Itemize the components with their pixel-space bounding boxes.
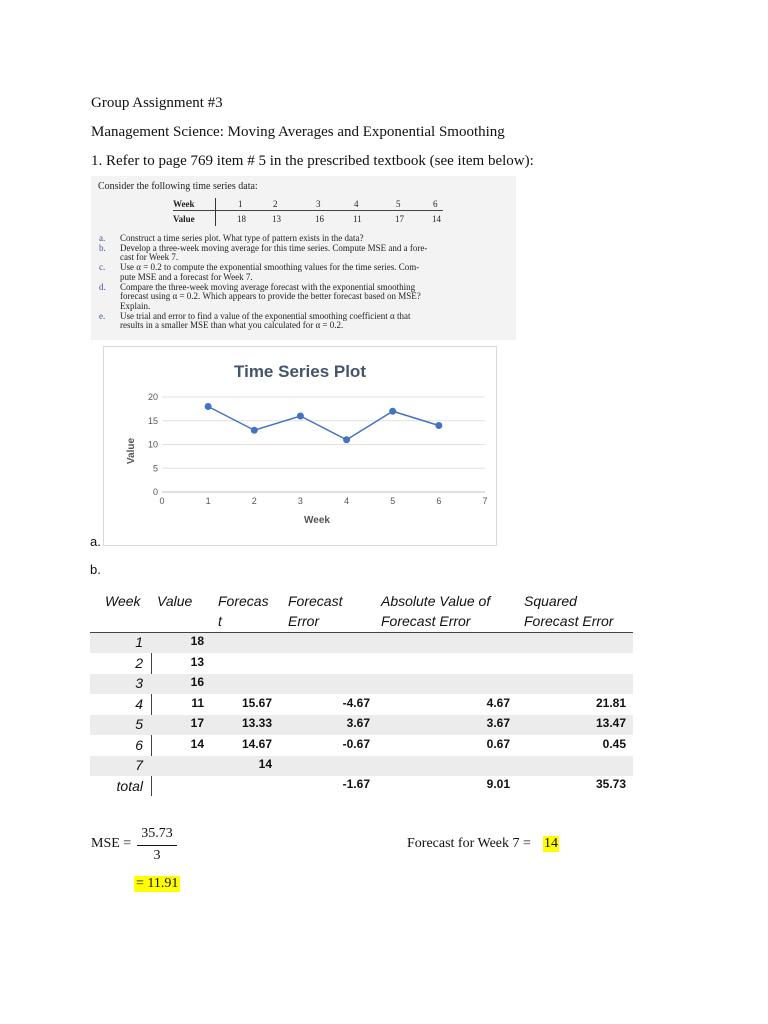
excerpt-item-line: Use α = 0.2 to compute the exponential smoothing values for the time series. Com- xyxy=(120,262,420,273)
table-cell-value: 18 xyxy=(190,634,204,648)
total-error: -1.67 xyxy=(342,777,370,791)
table-cell-error: -4.67 xyxy=(342,695,370,710)
part-b-label: b. xyxy=(90,562,101,577)
excerpt-value-2: 13 xyxy=(272,214,281,224)
question-prompt: 1. Refer to page 769 item # 5 in the prescribed textbook (see item below): xyxy=(91,153,534,169)
table-cell-sq: 21.81 xyxy=(595,695,626,710)
chart-x-tick-label: 7 xyxy=(482,496,488,506)
chart-y-axis-label: Value xyxy=(126,437,137,465)
table-cell-forecast: 14.67 xyxy=(241,736,272,751)
excerpt-week-2: 2 xyxy=(273,199,278,209)
table-row-band xyxy=(90,756,633,776)
excerpt-item-line: forecast using α = 0.2. Which appears to provide the better forecast based on MSE? xyxy=(120,291,421,302)
table-cell-week: 2 xyxy=(135,654,143,671)
table-cell-error: 3.67 xyxy=(346,716,370,730)
textbook-excerpt xyxy=(91,176,516,340)
excerpt-item-line: Use trial and error to find a value of the exponential smoothing coefficient α that xyxy=(120,310,411,321)
excerpt-item-line: results in a smaller MSE than what you calculated for α = 0.2. xyxy=(120,320,344,331)
chart-x-tick-label: 6 xyxy=(436,496,442,506)
table-cell-value: 11 xyxy=(191,695,204,710)
table-cell-week: 3 xyxy=(135,675,143,691)
mse-denominator: 3 xyxy=(153,848,161,863)
col-header-forecast-2: t xyxy=(218,613,222,629)
chart-data-point xyxy=(389,408,396,415)
total-sq: 35.73 xyxy=(595,777,626,791)
col-header-value: Value xyxy=(157,593,193,609)
total-label: total xyxy=(116,778,143,794)
chart-x-tick-label: 2 xyxy=(251,496,257,506)
mse-result: = 11.91 xyxy=(136,876,179,891)
excerpt-week-5: 5 xyxy=(396,199,401,209)
mse-numerator: 35.73 xyxy=(141,826,173,841)
table-cell-value: 14 xyxy=(190,736,204,751)
assignment-title: Group Assignment #3 xyxy=(91,95,223,111)
course-title: Management Science: Moving Averages and Exponential Smoothing xyxy=(91,124,505,140)
col-header-abs-1: Absolute Value of xyxy=(381,593,491,609)
excerpt-value-3: 16 xyxy=(315,214,324,224)
forecast-week7-value: 14 xyxy=(544,836,558,851)
table-cell-error: -0.67 xyxy=(342,736,370,751)
table-cell-week: 6 xyxy=(135,736,143,753)
excerpt-item-line: Compare the three-week moving average forecast with the exponential smoothing xyxy=(120,281,416,292)
excerpt-item-letter: a. xyxy=(99,233,106,243)
table-cell-week: 4 xyxy=(135,695,143,712)
chart-y-tick-label: 5 xyxy=(152,463,158,474)
chart-data-point xyxy=(205,403,212,410)
col-header-abs-2: Forecast Error xyxy=(381,613,471,629)
table-cell-abs: 4.67 xyxy=(486,695,510,710)
excerpt-intro: Consider the following time series data: xyxy=(98,181,258,192)
forecast-week7-label: Forecast for Week 7 = xyxy=(407,836,531,851)
excerpt-item-line: Construct a time series plot. What type of pattern exists in the data? xyxy=(120,233,364,243)
table-cell-abs: 0.67 xyxy=(486,736,510,751)
chart-x-axis-label: Week xyxy=(304,515,330,526)
total-abs: 9.01 xyxy=(486,777,510,791)
chart-title: Time Series Plot xyxy=(234,362,366,381)
col-header-sq-1: Squared xyxy=(524,593,577,609)
chart-series-line xyxy=(208,407,439,440)
col-header-forecast-1: Forecas xyxy=(218,593,269,609)
excerpt-week-label: Week xyxy=(173,199,195,209)
chart-x-tick-label: 3 xyxy=(297,496,303,506)
chart-data-point xyxy=(251,427,258,434)
chart-x-tick-label: 4 xyxy=(344,496,350,506)
excerpt-week-4: 4 xyxy=(354,199,359,209)
table-cell-week: 5 xyxy=(135,716,143,732)
table-cell-forecast: 14 xyxy=(258,757,272,771)
excerpt-value-5: 17 xyxy=(395,214,404,224)
chart-y-tick-label: 15 xyxy=(147,415,158,426)
excerpt-item-letter: e. xyxy=(99,310,106,321)
excerpt-item-line: pute MSE and a forecast for Week 7. xyxy=(120,271,253,282)
chart-svg xyxy=(104,347,496,545)
mse-fraction-bar xyxy=(137,845,177,846)
excerpt-rule xyxy=(173,210,443,211)
excerpt-item-letter: b. xyxy=(99,242,106,253)
excerpt-divider xyxy=(215,198,216,226)
mse-label: MSE = xyxy=(91,836,132,851)
chart-y-tick-label: 0 xyxy=(152,487,158,497)
excerpt-value-4: 11 xyxy=(353,214,362,224)
chart-data-point xyxy=(343,436,350,443)
table-cell-sq: 13.47 xyxy=(595,716,626,730)
chart-y-tick-label: 10 xyxy=(147,439,158,450)
col-header-sq-2: Forecast Error xyxy=(524,613,614,629)
excerpt-item-letter: c. xyxy=(99,262,106,273)
table-cell-value: 16 xyxy=(190,675,204,689)
table-cell-week: 1 xyxy=(135,634,143,650)
chart-y-tick-label: 20 xyxy=(147,392,158,402)
col-header-week: Week xyxy=(105,593,141,609)
excerpt-item-line: Develop a three-week moving average for this time series. Compute MSE and a fore- xyxy=(120,242,428,253)
col-header-error-2: Error xyxy=(288,613,320,629)
table-cell-abs: 3.67 xyxy=(486,716,510,730)
chart-data-point xyxy=(435,422,442,429)
chart-x-tick-label: 0 xyxy=(159,496,165,506)
part-a-label: a. xyxy=(90,534,101,549)
excerpt-week-1: 1 xyxy=(238,199,243,209)
table-cell-value: 13 xyxy=(190,654,204,669)
chart-data-point xyxy=(297,413,304,420)
excerpt-value-6: 14 xyxy=(432,214,441,224)
excerpt-value-1: 18 xyxy=(237,214,246,224)
chart-x-tick-label: 5 xyxy=(390,496,396,506)
chart-x-tick-label: 1 xyxy=(205,496,211,506)
excerpt-week-6: 6 xyxy=(433,199,438,209)
col-header-error-1: Forecast xyxy=(288,593,343,609)
excerpt-item-line: cast for Week 7. xyxy=(120,252,179,263)
table-cell-value: 17 xyxy=(190,716,204,730)
table-cell-sq: 0.45 xyxy=(602,736,626,751)
time-series-chart xyxy=(103,346,497,546)
excerpt-week-3: 3 xyxy=(316,199,321,209)
excerpt-item-line: Explain. xyxy=(120,300,151,311)
table-cell-week: 7 xyxy=(135,757,143,773)
table-cell-forecast: 13.33 xyxy=(241,716,272,730)
excerpt-value-label: Value xyxy=(173,214,195,224)
excerpt-item-letter: d. xyxy=(99,281,106,292)
table-cell-forecast: 15.67 xyxy=(241,695,272,710)
